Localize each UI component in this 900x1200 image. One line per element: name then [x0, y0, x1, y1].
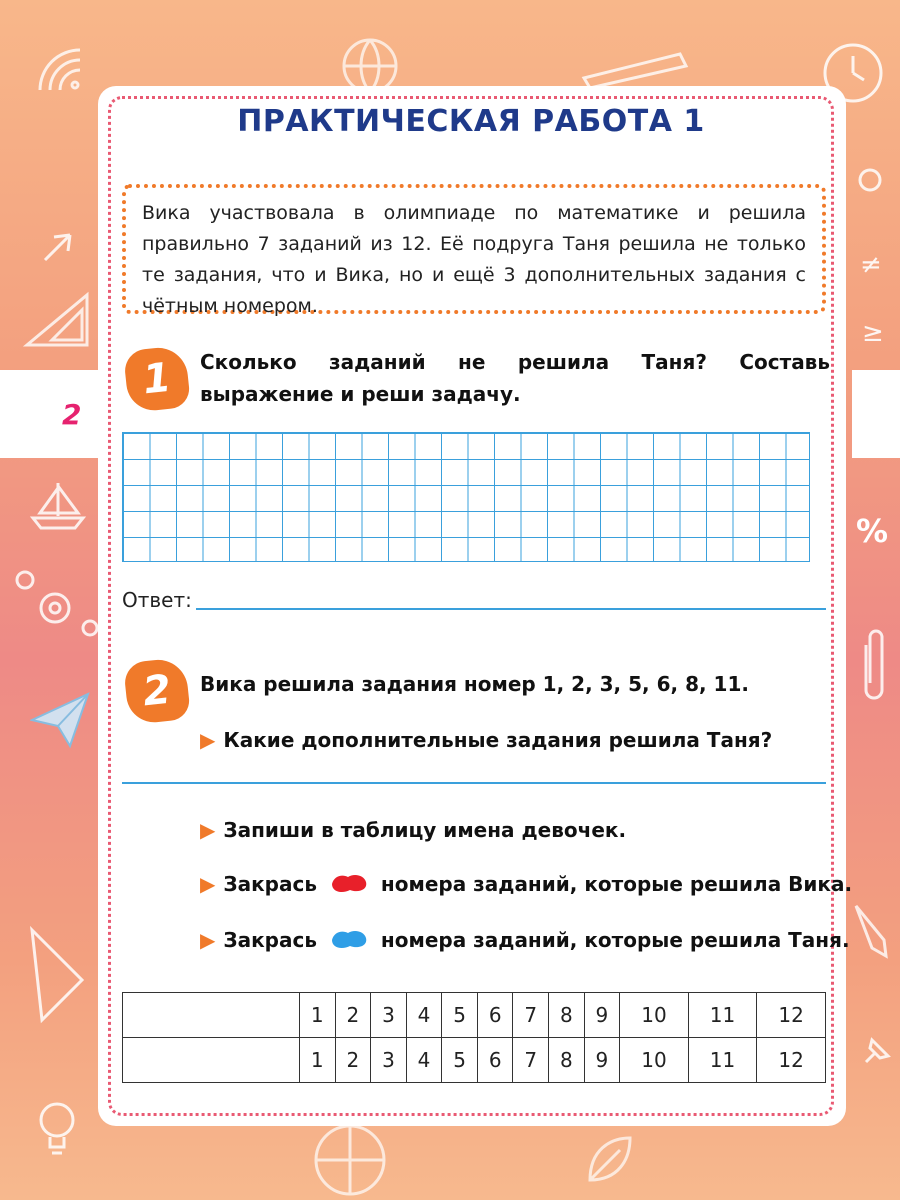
cursor-arrow-icon	[40, 225, 80, 265]
table-row	[123, 1038, 826, 1083]
answer-grid[interactable]	[122, 432, 810, 562]
task-2-badge: 2	[123, 657, 191, 725]
number-cell[interactable]: 8	[549, 993, 585, 1038]
pushpin-icon	[856, 1032, 896, 1072]
bullet-names	[200, 818, 626, 842]
number-cell[interactable]: 10	[620, 1038, 689, 1083]
page-number: 2	[62, 398, 82, 431]
number-cell[interactable]: 9	[584, 993, 620, 1038]
task-1-text: Сколько заданий не решила Таня? Составь выражение и реши задачу.	[200, 350, 830, 406]
bullet-names-text: Запиши в таблицу имена девочек.	[223, 818, 627, 842]
bullet-color-tanya-before: Закрась	[223, 928, 317, 952]
number-cell[interactable]: 12	[757, 993, 826, 1038]
bullet-color-vika-before: Закрась	[223, 872, 317, 896]
number-cell[interactable]: 8	[549, 1038, 585, 1083]
basketball-icon	[310, 1120, 390, 1200]
number-cell[interactable]: 4	[406, 1038, 442, 1083]
boat-icon	[28, 478, 88, 533]
percent-icon: %	[856, 512, 889, 550]
paper-plane-icon	[30, 690, 90, 750]
number-cell[interactable]: 2	[335, 993, 371, 1038]
name-cell[interactable]	[123, 1038, 300, 1083]
answer-line-2[interactable]	[122, 782, 826, 784]
bullet-arrow-icon: ▶	[200, 728, 216, 752]
number-cell[interactable]: 11	[688, 1038, 757, 1083]
number-cell[interactable]: 3	[371, 993, 407, 1038]
number-cell[interactable]: 12	[757, 1038, 826, 1083]
number-cell[interactable]: 9	[584, 1038, 620, 1083]
number-cell[interactable]: 2	[335, 1038, 371, 1083]
red-blot-icon	[330, 872, 368, 899]
bullet-color-vika-after: номера заданий, которые решила Вика.	[380, 872, 853, 896]
number-cell[interactable]: 3	[371, 1038, 407, 1083]
name-cell[interactable]	[123, 993, 300, 1038]
number-cell[interactable]: 1	[300, 1038, 336, 1083]
story-box: Вика участвовала в олимпиаде по математике и решила правильно 7 заданий из 12. Её подруга Таня решила не только те задания, что и Вика, но и ещё 3 дополнительных задания с чётным номером.	[122, 184, 826, 314]
bullet-color-vika	[200, 872, 852, 899]
number-cell[interactable]: 5	[442, 993, 478, 1038]
task-2-text: Вика решила задания номер 1, 2, 3, 5, 6, 8, 11.	[200, 672, 749, 696]
answer-line[interactable]	[196, 608, 826, 610]
task-1-badge: 1	[123, 345, 191, 413]
ruler-icon	[580, 48, 690, 88]
pencil-icon	[850, 900, 890, 960]
greater-equal-icon: ≥	[862, 318, 884, 348]
left-white-band	[0, 370, 100, 458]
number-cell[interactable]: 6	[477, 993, 513, 1038]
page-title: ПРАКТИЧЕСКАЯ РАБОТА 1	[237, 104, 705, 139]
number-cell[interactable]: 1	[300, 993, 336, 1038]
bullet-question	[200, 728, 772, 752]
number-cell[interactable]: 10	[620, 993, 689, 1038]
number-cell[interactable]: 7	[513, 993, 549, 1038]
gear-icon	[10, 568, 100, 638]
number-cell[interactable]: 6	[477, 1038, 513, 1083]
triangle-ruler-icon	[22, 290, 92, 350]
number-cell[interactable]: 4	[406, 993, 442, 1038]
bullet-question-text: Какие дополнительные задания решила Таня?	[223, 728, 773, 752]
sun-icon	[850, 160, 890, 200]
leaf-icon	[580, 1130, 640, 1190]
not-equal-icon: ≠	[860, 250, 882, 280]
paperclip-icon	[858, 625, 888, 705]
lightbulb-icon	[30, 1095, 85, 1160]
number-cell[interactable]: 5	[442, 1038, 478, 1083]
bullet-arrow-icon: ▶	[200, 928, 216, 952]
bullet-arrow-icon: ▶	[200, 818, 216, 842]
numbers-table	[122, 992, 826, 1083]
table-row	[123, 993, 826, 1038]
bullet-arrow-icon: ▶	[200, 872, 216, 896]
bullet-color-tanya	[200, 928, 850, 955]
bullet-color-tanya-after: номера заданий, которые решила Таня.	[380, 928, 850, 952]
answer-label: Ответ:	[122, 588, 192, 612]
right-white-band	[852, 370, 900, 458]
number-cell[interactable]: 11	[688, 993, 757, 1038]
wifi-icon	[30, 40, 90, 100]
number-cell[interactable]: 7	[513, 1038, 549, 1083]
triangle-geometry-icon	[22, 920, 92, 1030]
blue-blot-icon	[330, 928, 368, 955]
